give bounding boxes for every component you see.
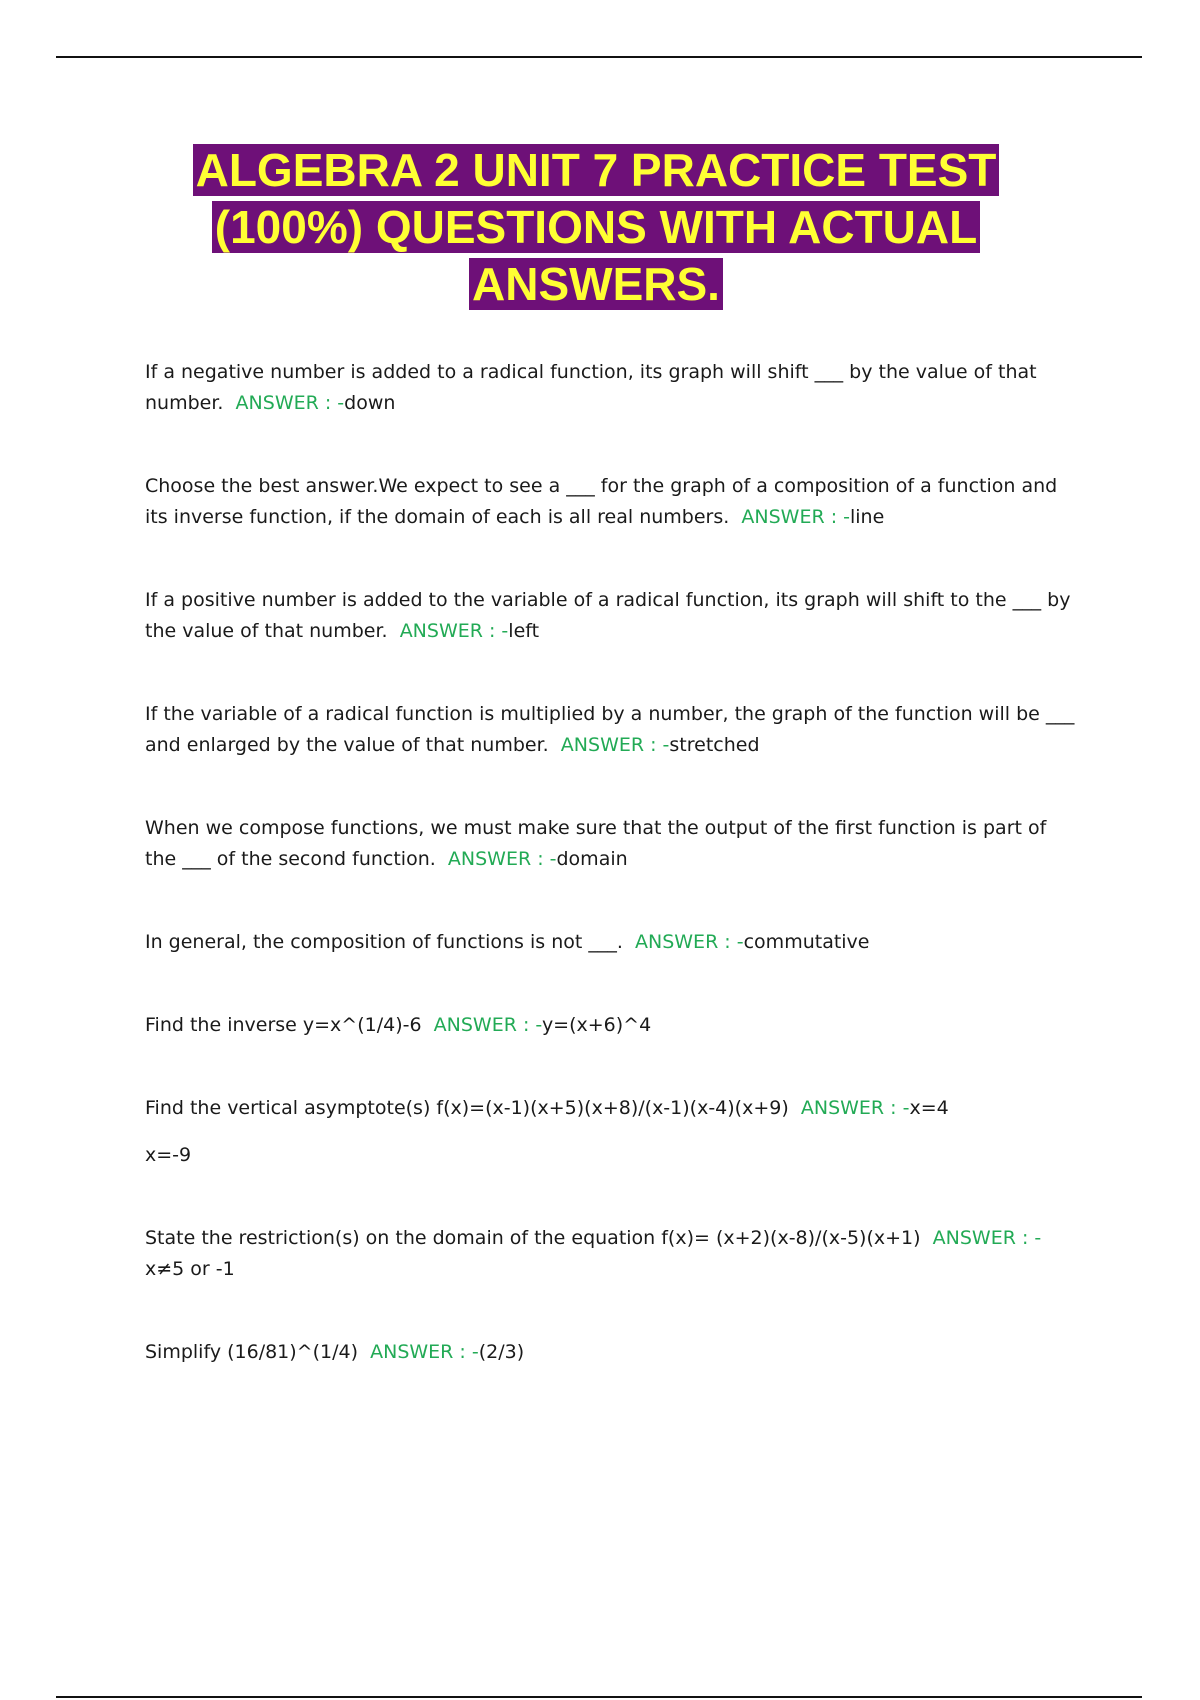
question-item [145, 813, 1080, 875]
answer-text: stretched [669, 734, 760, 756]
answer-label: ANSWER : - [447, 848, 557, 870]
question-stem: Find the vertical asymptote(s) f(x)=(x-1)(x+5)(x+8)/(x-1)(x-4)(x+9) [145, 1097, 789, 1119]
question-item [145, 1223, 1080, 1285]
answer-label: ANSWER : - [235, 392, 345, 414]
answer-label: ANSWER : - [370, 1341, 479, 1363]
question-text [145, 813, 1080, 875]
question-item [145, 1337, 1080, 1368]
answer-text: x=4 [909, 1097, 949, 1119]
page-title-text: ALGEBRA 2 UNIT 7 PRACTICE TEST (100%) QUESTIONS WITH ACTUAL ANSWERS. [193, 144, 1000, 310]
question-stem: If the variable of a radical function is multiplied by a number, the graph of the function will be ___ and enlarged by the value of that number. [145, 703, 1075, 756]
question-text [145, 1093, 1080, 1124]
question-text [145, 585, 1080, 647]
question-item [145, 357, 1080, 419]
answer-text: line [850, 506, 885, 528]
question-stem: In general, the composition of functions is not ___. [145, 931, 623, 953]
answer-label: ANSWER : - [932, 1227, 1042, 1249]
question-item [145, 471, 1080, 533]
question-text [145, 357, 1080, 419]
answer-continued: x=-9 [145, 1144, 192, 1166]
answer-text: left [508, 620, 540, 642]
question-stem: If a negative number is added to a radical function, its graph will shift ___ by the value of that number. [145, 361, 1037, 414]
question-item [145, 1093, 1080, 1171]
question-item [145, 1010, 1080, 1041]
answer-text: x≠5 or -1 [145, 1258, 235, 1280]
answer-text: y=(x+6)^4 [541, 1014, 652, 1036]
question-stem: Find the inverse y=x^(1/4)-6 [145, 1014, 422, 1036]
question-text [145, 927, 1080, 958]
question-text [145, 471, 1080, 533]
question-stem: When we compose functions, we must make sure that the output of the first function is part of the ___ of the second function. [145, 817, 1047, 870]
question-list [145, 357, 1080, 1368]
answer-text: (2/3) [478, 1341, 525, 1363]
answer-text: commutative [743, 931, 870, 953]
question-text [145, 1223, 1080, 1285]
answer-text: domain [556, 848, 628, 870]
answer-label: ANSWER : - [741, 506, 850, 528]
question-stem: Choose the best answer.We expect to see a ___ for the graph of a composition of a function and its inverse function, if the domain of each is all real numbers. [145, 475, 1058, 528]
answer-label: ANSWER : - [399, 620, 509, 642]
question-text [145, 699, 1080, 761]
answer-label: ANSWER : - [560, 734, 670, 756]
question-item [145, 927, 1080, 958]
page-title [160, 142, 1032, 313]
answer-label: ANSWER : - [635, 931, 744, 953]
answer-label: ANSWER : - [433, 1014, 542, 1036]
question-item [145, 585, 1080, 647]
question-stem: Simplify (16/81)^(1/4) [145, 1341, 359, 1363]
question-item [145, 699, 1080, 761]
question-stem: State the restriction(s) on the domain of the equation f(x)= (x+2)(x-8)/(x-5)(x+1) [145, 1227, 921, 1249]
question-text [145, 1010, 1080, 1041]
bottom-rule [56, 1696, 1142, 1698]
question-stem: If a positive number is added to the variable of a radical function, its graph will shift to the ___ by the value of that number. [145, 589, 1071, 642]
answer-label: ANSWER : - [800, 1097, 910, 1119]
question-text [145, 1337, 1080, 1368]
answer-text: down [344, 392, 396, 414]
top-rule [56, 56, 1142, 58]
